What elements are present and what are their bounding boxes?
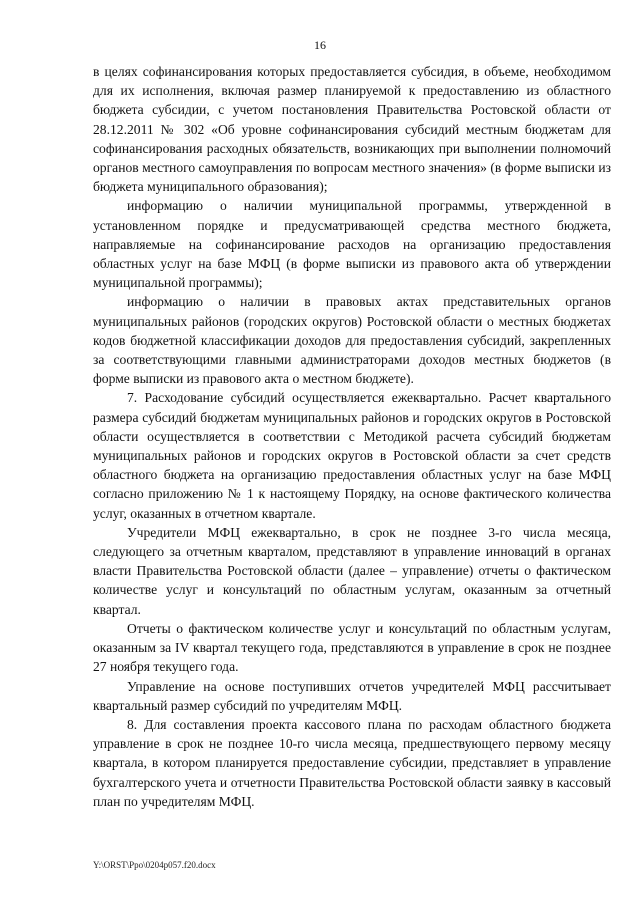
document-body xyxy=(93,62,611,811)
paragraph: информацию о наличии муниципальной программы, утвержденной в установленном порядке и предусматривающей средства местного бюджета, направляемые на софинансирование расходов на организацию предоставления областных услуг на базе МФЦ (в форме выписки из правового акта об утверждении муниципальной программы); xyxy=(93,198,611,291)
paragraph: Учредители МФЦ ежеквартально, в срок не позднее 3-го числа месяца, следующего за отчетным кварталом, представляют в управление инноваций в органах власти Правительства Ростовской области (далее – управление) отчеты о фактическом количестве услуг и консультаций по областным услугам, оказанным за отчетный квартал. xyxy=(93,524,611,617)
paragraph: Отчеты о фактическом количестве услуг и консультаций по областным услугам, оказанным за IV квартал текущего года, представляются в управление в срок не позднее 27 ноября текущего года. xyxy=(93,620,611,675)
paragraph: в целях софинансирования которых предоставляется субсидия, в объеме, необходимом для их исполнения, включая размер планируемой к предоставлению из областного бюджета субсидии, с учетом постановления Правительства Ростовской области от 28.12.2011 № 302 «Об уровне софинансирования субсидий местным бюджетам для софинансирования расходных обязательств, возникающих при выполнении полномочий органов местного самоуправления по вопросам местного значения» (в форме выписки из бюджета муниципального образования); xyxy=(93,64,611,195)
paragraph: 7. Расходование субсидий осуществляется ежеквартально. Расчет квартального размера субсидий бюджетам муниципальных районов и городских округов в Ростовской области осуществляется в соответствии с Методикой расчета субсидий бюджетам муниципальных районов и городских округов в Ростовской области за счет средств областного бюджета на организацию предоставления областных услуг на базе МФЦ согласно приложению № 1 к настоящему Порядку, на основе фактического количества услуг, оказанных в отчетном квартале. xyxy=(93,390,611,521)
paragraph: Управление на основе поступивших отчетов учредителей МФЦ рассчитывает квартальный размер субсидий по учредителям МФЦ. xyxy=(93,678,611,713)
paragraph: информацию о наличии в правовых актах представительных органов муниципальных районов (городских округов) Ростовской области о местных бюджетах кодов бюджетной классификации доходов для предоставления субсидий, закрепленных за соответствующими главными администраторами доходов местных бюджетов (в форме выписки из правового акта о местном бюджете). xyxy=(93,294,611,387)
paragraph: 8. Для составления проекта кассового плана по расходам областного бюджета управление в срок не позднее 10-го числа месяца, предшествующего первому месяцу квартала, в котором планируется предоставление субсидии, представляет в управление бухгалтерского учета и отчетности Правительства Ростовской области заявку в кассовый план по учредителям МФЦ. xyxy=(93,716,611,809)
page-number: 16 xyxy=(314,38,326,52)
footer-file-path: Y:\ORST\Ppo\0204p057.f20.docx xyxy=(93,860,216,870)
